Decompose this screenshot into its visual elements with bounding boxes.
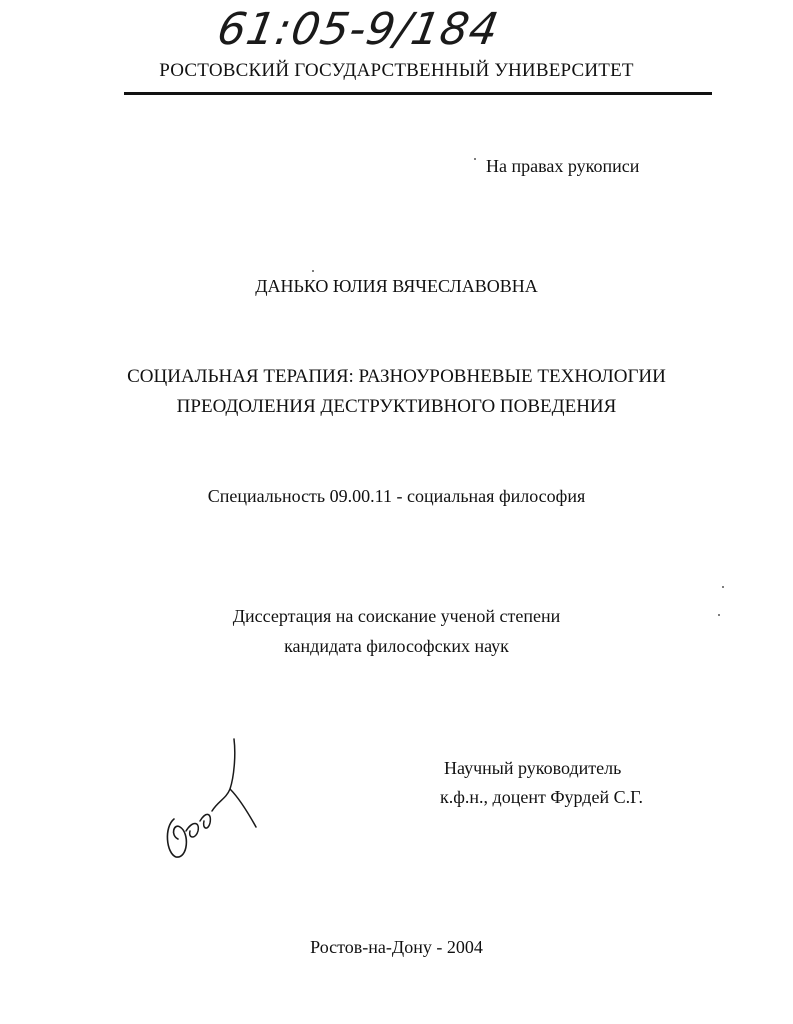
supervisor-name: к.ф.н., доцент Фурдей С.Г.	[440, 787, 643, 807]
thesis-title-line-1: СОЦИАЛЬНАЯ ТЕРАПИЯ: РАЗНОУРОВНЕВЫЕ ТЕХНОЛОГИИ	[127, 366, 666, 387]
rights-note: На правах рукописи	[486, 156, 640, 176]
specialty: Специальность 09.00.11 - социальная философия	[207, 486, 586, 506]
university-name: РОСТОВСКИЙ ГОСУДАРСТВЕННЫЙ УНИВЕРСИТЕТ	[159, 60, 634, 81]
degree-line-1: Диссертация на соискание ученой степени	[232, 606, 561, 626]
thesis-title-line-2: ПРЕОДОЛЕНИЯ ДЕСТРУКТИВНОГО ПОВЕДЕНИЯ	[176, 396, 617, 417]
scan-speck	[722, 586, 724, 588]
scan-speck	[718, 614, 720, 616]
handwritten-signature	[160, 735, 270, 865]
supervisor-label: Научный руководитель	[444, 758, 622, 778]
header-rule	[124, 92, 712, 95]
city-year: Ростов-на-Дону - 2004	[310, 937, 483, 957]
degree-line-2: кандидата философских наук	[284, 636, 509, 656]
scan-speck	[312, 270, 314, 272]
scan-speck	[474, 158, 476, 160]
author-name: ДАНЬКО ЮЛИЯ ВЯЧЕСЛАВОВНА	[255, 276, 538, 296]
handwritten-archive-code: 61:05-9/184	[213, 4, 503, 55]
